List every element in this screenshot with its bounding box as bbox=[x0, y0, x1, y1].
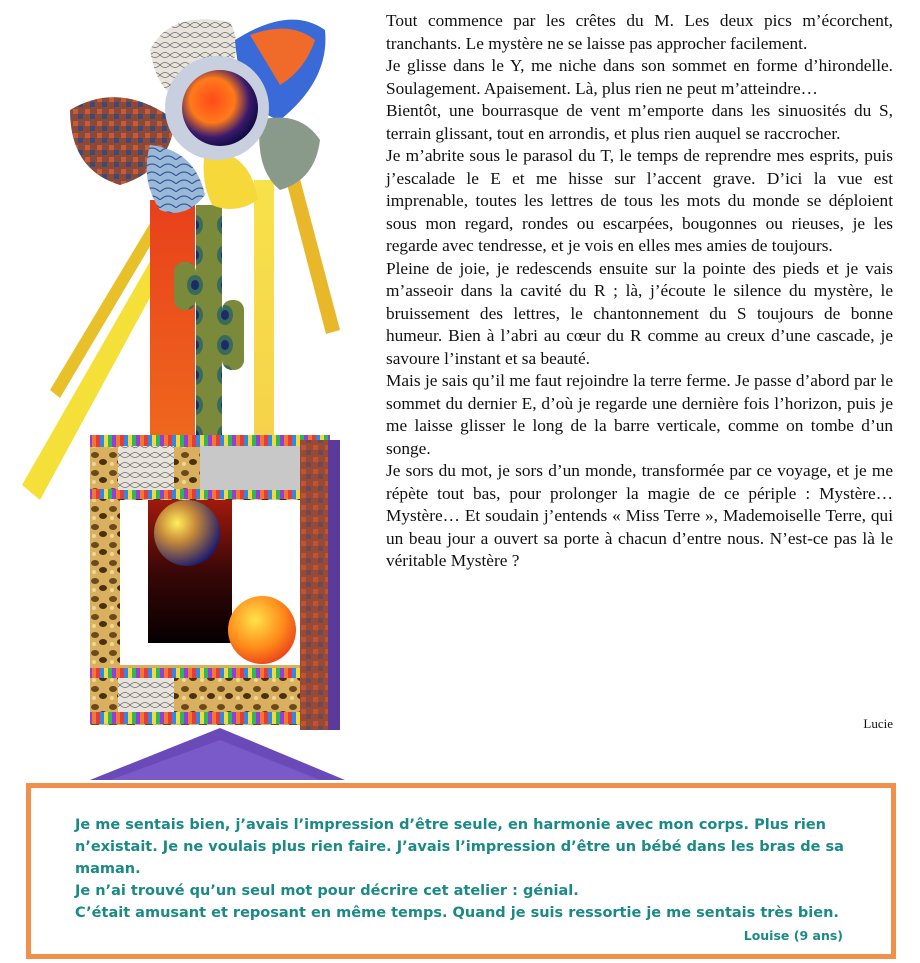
story-author: Lucie bbox=[863, 716, 893, 731]
testimonial-line: C’était amusant et reposant en même temps. Quand je suis ressortie je me sentais très bien. bbox=[75, 905, 839, 921]
story-paragraph: Mais je sais qu’il me faut rejoindre la terre ferme. Je passe d’abord par le sommet du dernier E, d’où je regarde une dernière fois l’horizon, puis je me laisse glisser le long de la barre verticale, comme on tombe d’un songe. bbox=[386, 371, 893, 458]
story-paragraph: Bientôt, une bourrasque de vent m’emporte dans les sinuosités du S, terrain glissant, tout en arrondis, et plus rien auquel se raccrocher. bbox=[386, 101, 893, 143]
testimonial-line: Je me sentais bien, j’avais l’impression d’être seule, en harmonie avec mon corps. Plus rien n’existait. Je ne voulais plus rien faire. J’avais l’impression d’être un bébé dans les bras de sa maman. bbox=[75, 817, 844, 877]
story-paragraph: Je glisse dans le Y, me niche dans son sommet en forme d’hirondelle. Soulagement. Apaisement. Là, plus rien ne peut m’atteindre… bbox=[386, 56, 893, 98]
story-paragraph: Tout commence par les crêtes du M. Les deux pics m’écorchent, tranchants. Le mystère ne se laisse pas approcher facilement. bbox=[386, 11, 893, 53]
story-paragraph: Je sors du mot, je sors d’un monde, transformée par ce voyage, et je me répète tout bas, pour prolonger la magie de ce périple : Mystère… Mystère… Et soudain j’entends « Miss Terre », Mademoiselle Terre, qui un beau jour a ouvert sa porte à chacun d’entre nous. N’est-ce pas là le véritable Mystère ? bbox=[386, 461, 893, 570]
testimonial-line: Je n’ai trouvé qu’un seul mot pour décrire cet atelier : génial. bbox=[75, 883, 579, 899]
testimonial-box bbox=[26, 783, 896, 959]
story-paragraph: Pleine de joie, je redescends ensuite sur la pointe des pieds et je vais m’asseoir dans la cavité du R ; là, j’écoute le silence du mystère, le bruissement des lettres, le chantonnement du S toujours de bonne humeur. Bien à l’abri au cœur du R comme au creux d’une cascade, je savoure l’instant et sa beauté. bbox=[386, 258, 893, 368]
story-text bbox=[386, 10, 893, 573]
testimonial-author: Louise (9 ans) bbox=[743, 928, 843, 943]
story-paragraph: Je m’abrite sous le parasol du T, le temps de reprendre mes esprits, puis j’escalade le E et me hisse sur l’accent grave. D’ici la vue est imprenable, toutes les lettres de tous les mots du monde se déploient sous mon regard, rondes ou escarpées, bougonnes ou rieuses, je les regarde avec tendresse, et je vois en elles mes amies de toujours. bbox=[386, 146, 893, 255]
collage-artwork-icon bbox=[0, 0, 380, 790]
testimonial-text bbox=[75, 814, 855, 924]
